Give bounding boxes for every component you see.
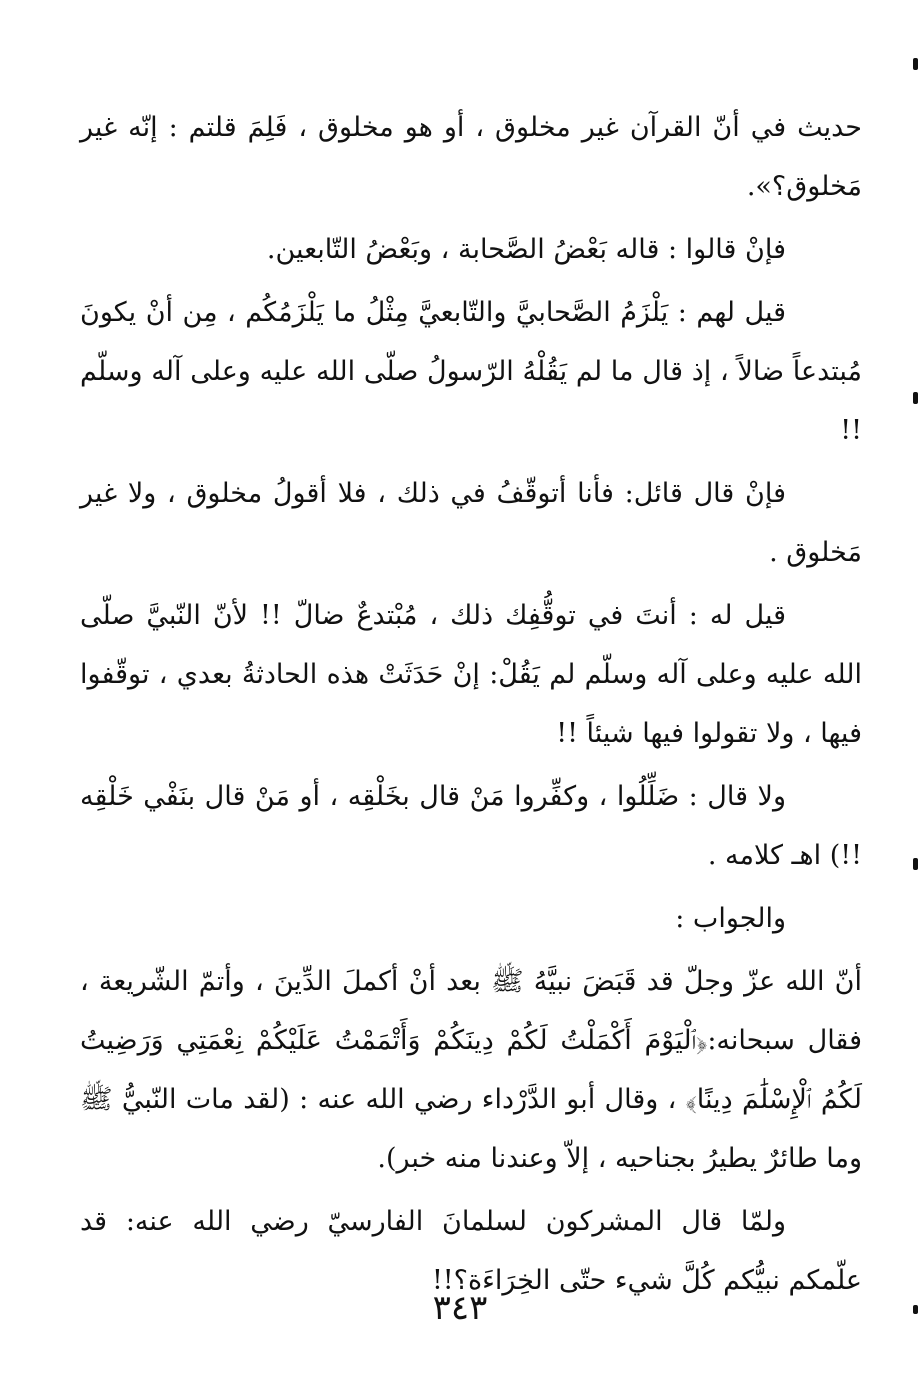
paragraph: فإنْ قال قائل: فأنا أتوقّفُ في ذلك ، فلا أقولُ مخلوق ، ولا غير مَخلوق . bbox=[80, 478, 862, 568]
body-text bbox=[80, 98, 862, 1314]
paragraph: حديث في أنّ القرآن غير مخلوق ، أو هو مخلوق ، فَلِمَ قلتم : إنّه غير مَخلوق؟». bbox=[80, 112, 862, 202]
page-number: ٣٤٣ bbox=[432, 1288, 488, 1328]
paragraph: أنّ الله عزّ وجلّ قد قَبَضَ نبيَّهُ ﷺ بعد أنْ أكملَ الدِّينَ ، وأتمّ الشّريعة ، فقال سبحانه:﴿ٱلْيَوْمَ أَكْمَلْتُ لَكُمْ دِينَكُمْ وَأَتْمَمْتُ عَلَيْكُمْ نِعْمَتِي وَرَضِيتُ لَكُمُ ٱلْإِسْلَٰمَ دِينًا﴾ ، وقال أبو الدَّرْداء رضي الله عنه : (لقد مات النّبيُّ ﷺ وما طائرٌ يطيرُ بجناحيه ، إلاّ وعندنا منه خبر). bbox=[80, 966, 863, 1174]
paragraph: قيل لهم : يَلْزَمُ الصَّحابيَّ والتّابعيَّ مِثْلُ ما يَلْزَمُكُم ، مِن أنْ يكونَ مُبتدعاً ضالاً ، إذ قال ما لم يَقُلْهُ الرّسولُ صلّى الله عليه وعلى آله وسلّم !! bbox=[80, 297, 862, 446]
paragraph: ولمّا قال المشركون لسلمانَ الفارسيّ رضي الله عنه: قد علّمكم نبيُّكم كُلَّ شيء حتّى الخِرَاءَة؟!! bbox=[80, 1206, 862, 1296]
paragraph: فإنْ قالوا : قاله بَعْضُ الصَّحابة ، وبَعْضُ التّابعين. bbox=[266, 234, 786, 265]
page-edge-mark bbox=[913, 58, 918, 70]
page-edge-mark bbox=[913, 858, 918, 870]
page-edge-mark bbox=[913, 392, 918, 404]
paragraph: قيل له : أنتَ في توقُّفِك ذلك ، مُبْتدعٌ ضالّ !! لأنّ النّبيَّ صلّى الله عليه وعلى آله وسلّم لم يَقُلْ: إنْ حَدَثَتْ هذه الحادثةُ بعدي ، توقّفوا فيها ، ولا تقولوا فيها شيئاً !! bbox=[80, 600, 862, 749]
section-heading: والجواب : bbox=[675, 903, 786, 934]
paragraph: ولا قال : ضَلِّلُوا ، وكفِّروا مَنْ قال بخَلْقِه ، أو مَنْ قال بنَفْي خَلْقِه !!) اهـ كلامه . bbox=[80, 781, 862, 871]
